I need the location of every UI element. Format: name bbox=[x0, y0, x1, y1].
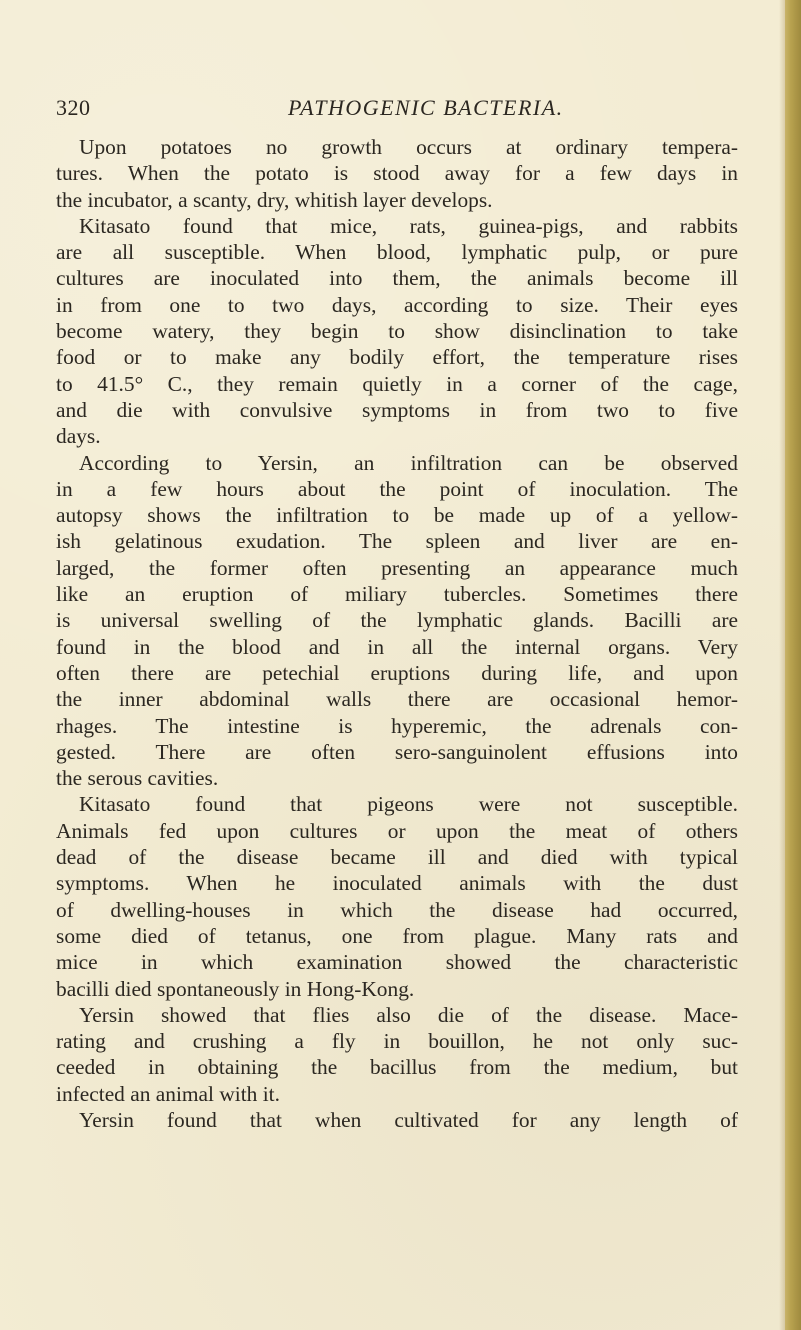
text-line: bacilli died spontaneously in Hong-Kong. bbox=[56, 976, 415, 1001]
paragraph bbox=[56, 213, 738, 450]
text-line: become watery, they begin to show disinclination to take bbox=[56, 319, 738, 344]
paragraph bbox=[56, 1002, 738, 1107]
text-line: in from one to two days, according to size. Their eyes bbox=[56, 292, 738, 317]
page-edge-strip bbox=[785, 0, 801, 1330]
text-line: found in the blood and in all the internal organs. Very bbox=[56, 634, 738, 659]
text-line: rhages. The intestine is hyperemic, the adrenals con- bbox=[56, 713, 738, 738]
running-title: PATHOGENIC BACTERIA. bbox=[288, 95, 564, 120]
text-line: the serous cavities. bbox=[56, 766, 219, 791]
text-line: food or to make any bodily effort, the temperature rises bbox=[56, 345, 738, 370]
text-line: autopsy shows the infiltration to be made up of a yellow- bbox=[56, 503, 738, 528]
page-header bbox=[56, 95, 761, 135]
text-line: like an eruption of miliary tubercles. Sometimes there bbox=[56, 582, 738, 607]
text-line: infected an animal with it. bbox=[56, 1081, 280, 1106]
text-line: larged, the former often presenting an appearance much bbox=[56, 555, 738, 580]
text-line: is universal swelling of the lymphatic glands. Bacilli are bbox=[56, 608, 738, 633]
text-line: Yersin found that when cultivated for any length of bbox=[79, 1107, 738, 1132]
text-line: Yersin showed that flies also die of the disease. Mace- bbox=[79, 1002, 738, 1027]
text-line: the inner abdominal walls there are occasional hemor- bbox=[56, 687, 738, 712]
text-line: ceeded in obtaining the bacillus from the medium, but bbox=[56, 1055, 738, 1080]
body-text bbox=[56, 134, 738, 1133]
paragraph bbox=[56, 134, 738, 213]
text-line: and die with convulsive symptoms in from two to five bbox=[56, 397, 738, 422]
paragraph bbox=[56, 791, 738, 1001]
paragraph bbox=[56, 450, 738, 792]
text-line: are all susceptible. When blood, lymphatic pulp, or pure bbox=[56, 240, 738, 265]
text-line: Upon potatoes no growth occurs at ordinary tempera- bbox=[79, 135, 738, 159]
text-line: in a few hours about the point of inoculation. The bbox=[56, 476, 738, 501]
text-line: to 41.5° C., they remain quietly in a corner of the cage, bbox=[56, 371, 738, 396]
page-number: 320 bbox=[56, 95, 91, 120]
text-line: days. bbox=[56, 424, 101, 449]
text-line: some died of tetanus, one from plague. Many rats and bbox=[56, 923, 738, 948]
text-line: gested. There are often sero-sanguinolent effusions into bbox=[56, 739, 738, 764]
text-line: symptoms. When he inoculated animals with the dust bbox=[56, 871, 738, 896]
text-line: the incubator, a scanty, dry, whitish layer develops. bbox=[56, 187, 493, 212]
text-line: According to Yersin, an infiltration can be observed bbox=[79, 450, 738, 475]
text-line: dead of the disease became ill and died with typical bbox=[56, 845, 738, 870]
text-line: often there are petechial eruptions during life, and upon bbox=[56, 660, 738, 685]
text-line: Kitasato found that pigeons were not susceptible. bbox=[79, 792, 738, 817]
text-line: cultures are inoculated into them, the animals become ill bbox=[56, 266, 738, 291]
text-line: Kitasato found that mice, rats, guinea-pigs, and rabbits bbox=[79, 213, 738, 238]
text-line: of dwelling-houses in which the disease had occurred, bbox=[56, 897, 738, 922]
paragraph bbox=[56, 1107, 738, 1133]
text-line: mice in which examination showed the characteristic bbox=[56, 950, 738, 975]
text-line: tures. When the potato is stood away for a few days in bbox=[56, 161, 738, 186]
text-line: ish gelatinous exudation. The spleen and liver are en- bbox=[56, 529, 738, 554]
text-line: rating and crushing a fly in bouillon, he not only suc- bbox=[56, 1029, 738, 1054]
text-line: Animals fed upon cultures or upon the meat of others bbox=[56, 818, 738, 843]
